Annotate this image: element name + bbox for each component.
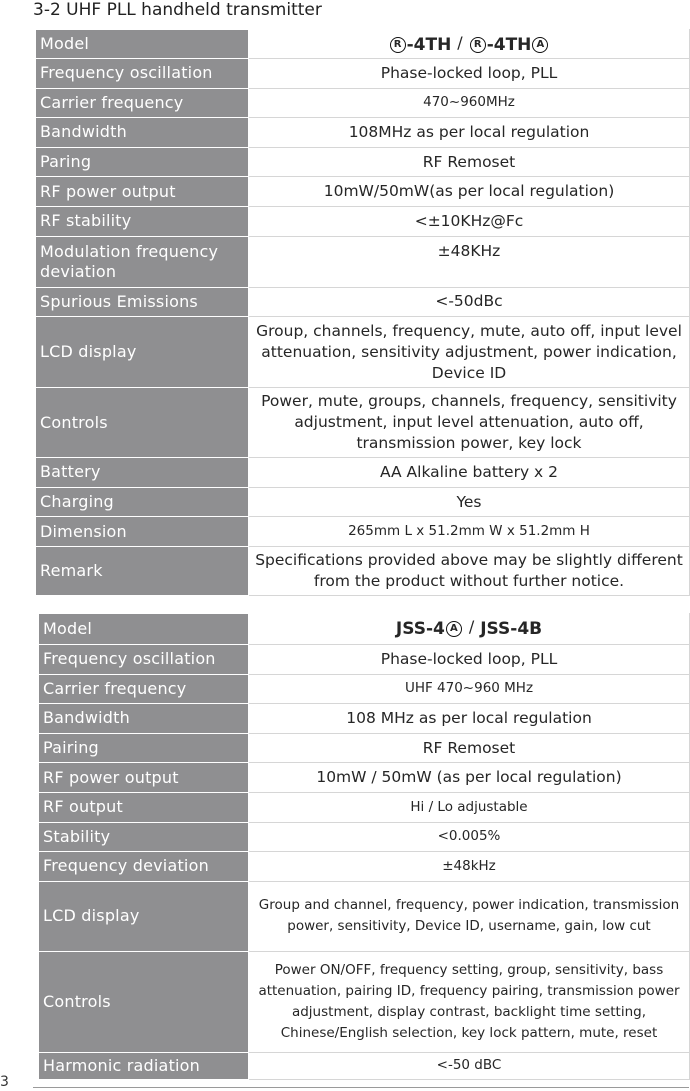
row-label: Frequency oscillation <box>36 59 249 89</box>
circled-a-icon: A <box>532 37 548 53</box>
row-label: RF output <box>39 792 249 822</box>
table-row <box>36 287 690 317</box>
registered-r-icon: R <box>470 37 486 53</box>
table-row <box>39 733 690 763</box>
row-value: Yes <box>249 487 690 517</box>
table-row <box>36 546 690 595</box>
table-row <box>39 704 690 734</box>
row-label: Charging <box>36 487 249 517</box>
table-row <box>36 487 690 517</box>
page-title: 3-2 UHF PLL handheld transmitter <box>33 0 322 20</box>
row-label: Stability <box>39 822 249 852</box>
table-row <box>39 645 690 675</box>
table-row <box>36 147 690 177</box>
row-value: 10mW / 50mW (as per local regulation) <box>249 763 690 793</box>
table-row <box>36 206 690 236</box>
row-label-model: Model <box>36 30 249 59</box>
registered-r-icon: R <box>390 37 406 53</box>
row-value: <-50dBc <box>249 287 690 317</box>
table-row <box>36 236 690 287</box>
row-value: Group, channels, frequency, mute, auto off, input level attenuation, sensitivity adjustment, power indication, Device ID <box>249 317 690 388</box>
row-label: LCD display <box>36 317 249 388</box>
model-value <box>249 30 690 59</box>
table-row <box>36 517 690 547</box>
row-label: RF power output <box>36 177 249 207</box>
model-value <box>249 614 690 645</box>
table-row <box>39 881 690 951</box>
row-label: Bandwidth <box>36 118 249 148</box>
row-label: Remark <box>36 546 249 595</box>
row-value: <-50 dBC <box>249 1052 690 1079</box>
row-label: Frequency deviation <box>39 852 249 882</box>
row-value: RF Remoset <box>249 147 690 177</box>
model-separator: / <box>457 32 463 52</box>
row-value: Specifications provided above may be slightly different from the product without further notice. <box>249 546 690 595</box>
row-value: RF Remoset <box>249 733 690 763</box>
row-value: Hi / Lo adjustable <box>249 792 690 822</box>
circled-a-icon: A <box>446 621 462 637</box>
table-row <box>39 792 690 822</box>
row-label: Spurious Emissions <box>36 287 249 317</box>
row-value: 265mm L x 51.2mm W x 51.2mm H <box>249 517 690 547</box>
footer-divider <box>33 1087 689 1088</box>
row-label-model: Model <box>39 614 249 645</box>
table-row <box>39 822 690 852</box>
table-row <box>39 951 690 1052</box>
table-row <box>39 763 690 793</box>
model-name-a: JSS-4 A <box>396 619 463 640</box>
row-value: AA Alkaline battery x 2 <box>249 458 690 488</box>
model-separator: / <box>468 616 475 636</box>
model-name-a: R - 4TH <box>389 35 452 56</box>
row-value: <±10KHz@Fc <box>249 206 690 236</box>
row-value: Group and channel, frequency, power indication, transmission power, sensitivity, Device ID, username, gain, low cut <box>249 881 690 951</box>
row-label: Paring <box>36 147 249 177</box>
row-value: <0.005% <box>249 822 690 852</box>
table-row <box>36 388 690 458</box>
spec-table-4th <box>35 29 690 596</box>
row-value: ±48KHz <box>249 236 690 287</box>
table-row <box>36 458 690 488</box>
page-number: 3 <box>0 1074 9 1090</box>
row-value: Power ON/OFF, frequency setting, group, sensitivity, bass attenuation, pairing ID, frequency pairing, transmission power adjustment, display contrast, backlight time setting, Chinese/English selection, key lock pattern, mute, reset <box>249 951 690 1052</box>
row-label: Battery <box>36 458 249 488</box>
row-label: RF stability <box>36 206 249 236</box>
row-value: UHF 470~960 MHz <box>249 674 690 704</box>
row-label: Harmonic radiation <box>39 1052 249 1079</box>
row-value: Phase-locked loop, PLL <box>249 645 690 675</box>
row-label: Modulation frequency deviation <box>36 236 249 287</box>
model-name-b: JSS-4B <box>480 618 543 639</box>
table-row <box>36 317 690 388</box>
spec-table-jss <box>38 613 690 1080</box>
row-value: 10mW/50mW(as per local regulation) <box>249 177 690 207</box>
model-name-b: R - 4TH A <box>469 35 550 56</box>
table-row <box>36 88 690 118</box>
table-row <box>39 1052 690 1079</box>
row-label: Frequency oscillation <box>39 645 249 675</box>
row-label: LCD display <box>39 881 249 951</box>
row-label: Controls <box>36 388 249 458</box>
row-label: Controls <box>39 951 249 1052</box>
table-row <box>39 614 690 645</box>
row-value: Power, mute, groups, channels, frequency, sensitivity adjustment, input level attenuation, auto off, transmission power, key lock <box>249 388 690 458</box>
table-row <box>36 30 690 59</box>
row-label: Bandwidth <box>39 704 249 734</box>
table-row <box>36 118 690 148</box>
table-row <box>36 59 690 89</box>
table-row <box>39 674 690 704</box>
table-row <box>39 852 690 882</box>
row-value: 470~960MHz <box>249 88 690 118</box>
row-label: RF power output <box>39 763 249 793</box>
row-label: Pairing <box>39 733 249 763</box>
row-value: 108 MHz as per local regulation <box>249 704 690 734</box>
row-label: Carrier frequency <box>36 88 249 118</box>
row-label: Dimension <box>36 517 249 547</box>
row-value: ±48kHz <box>249 852 690 882</box>
table-row <box>36 177 690 207</box>
row-label: Carrier frequency <box>39 674 249 704</box>
row-value: 108MHz as per local regulation <box>249 118 690 148</box>
row-value: Phase-locked loop, PLL <box>249 59 690 89</box>
